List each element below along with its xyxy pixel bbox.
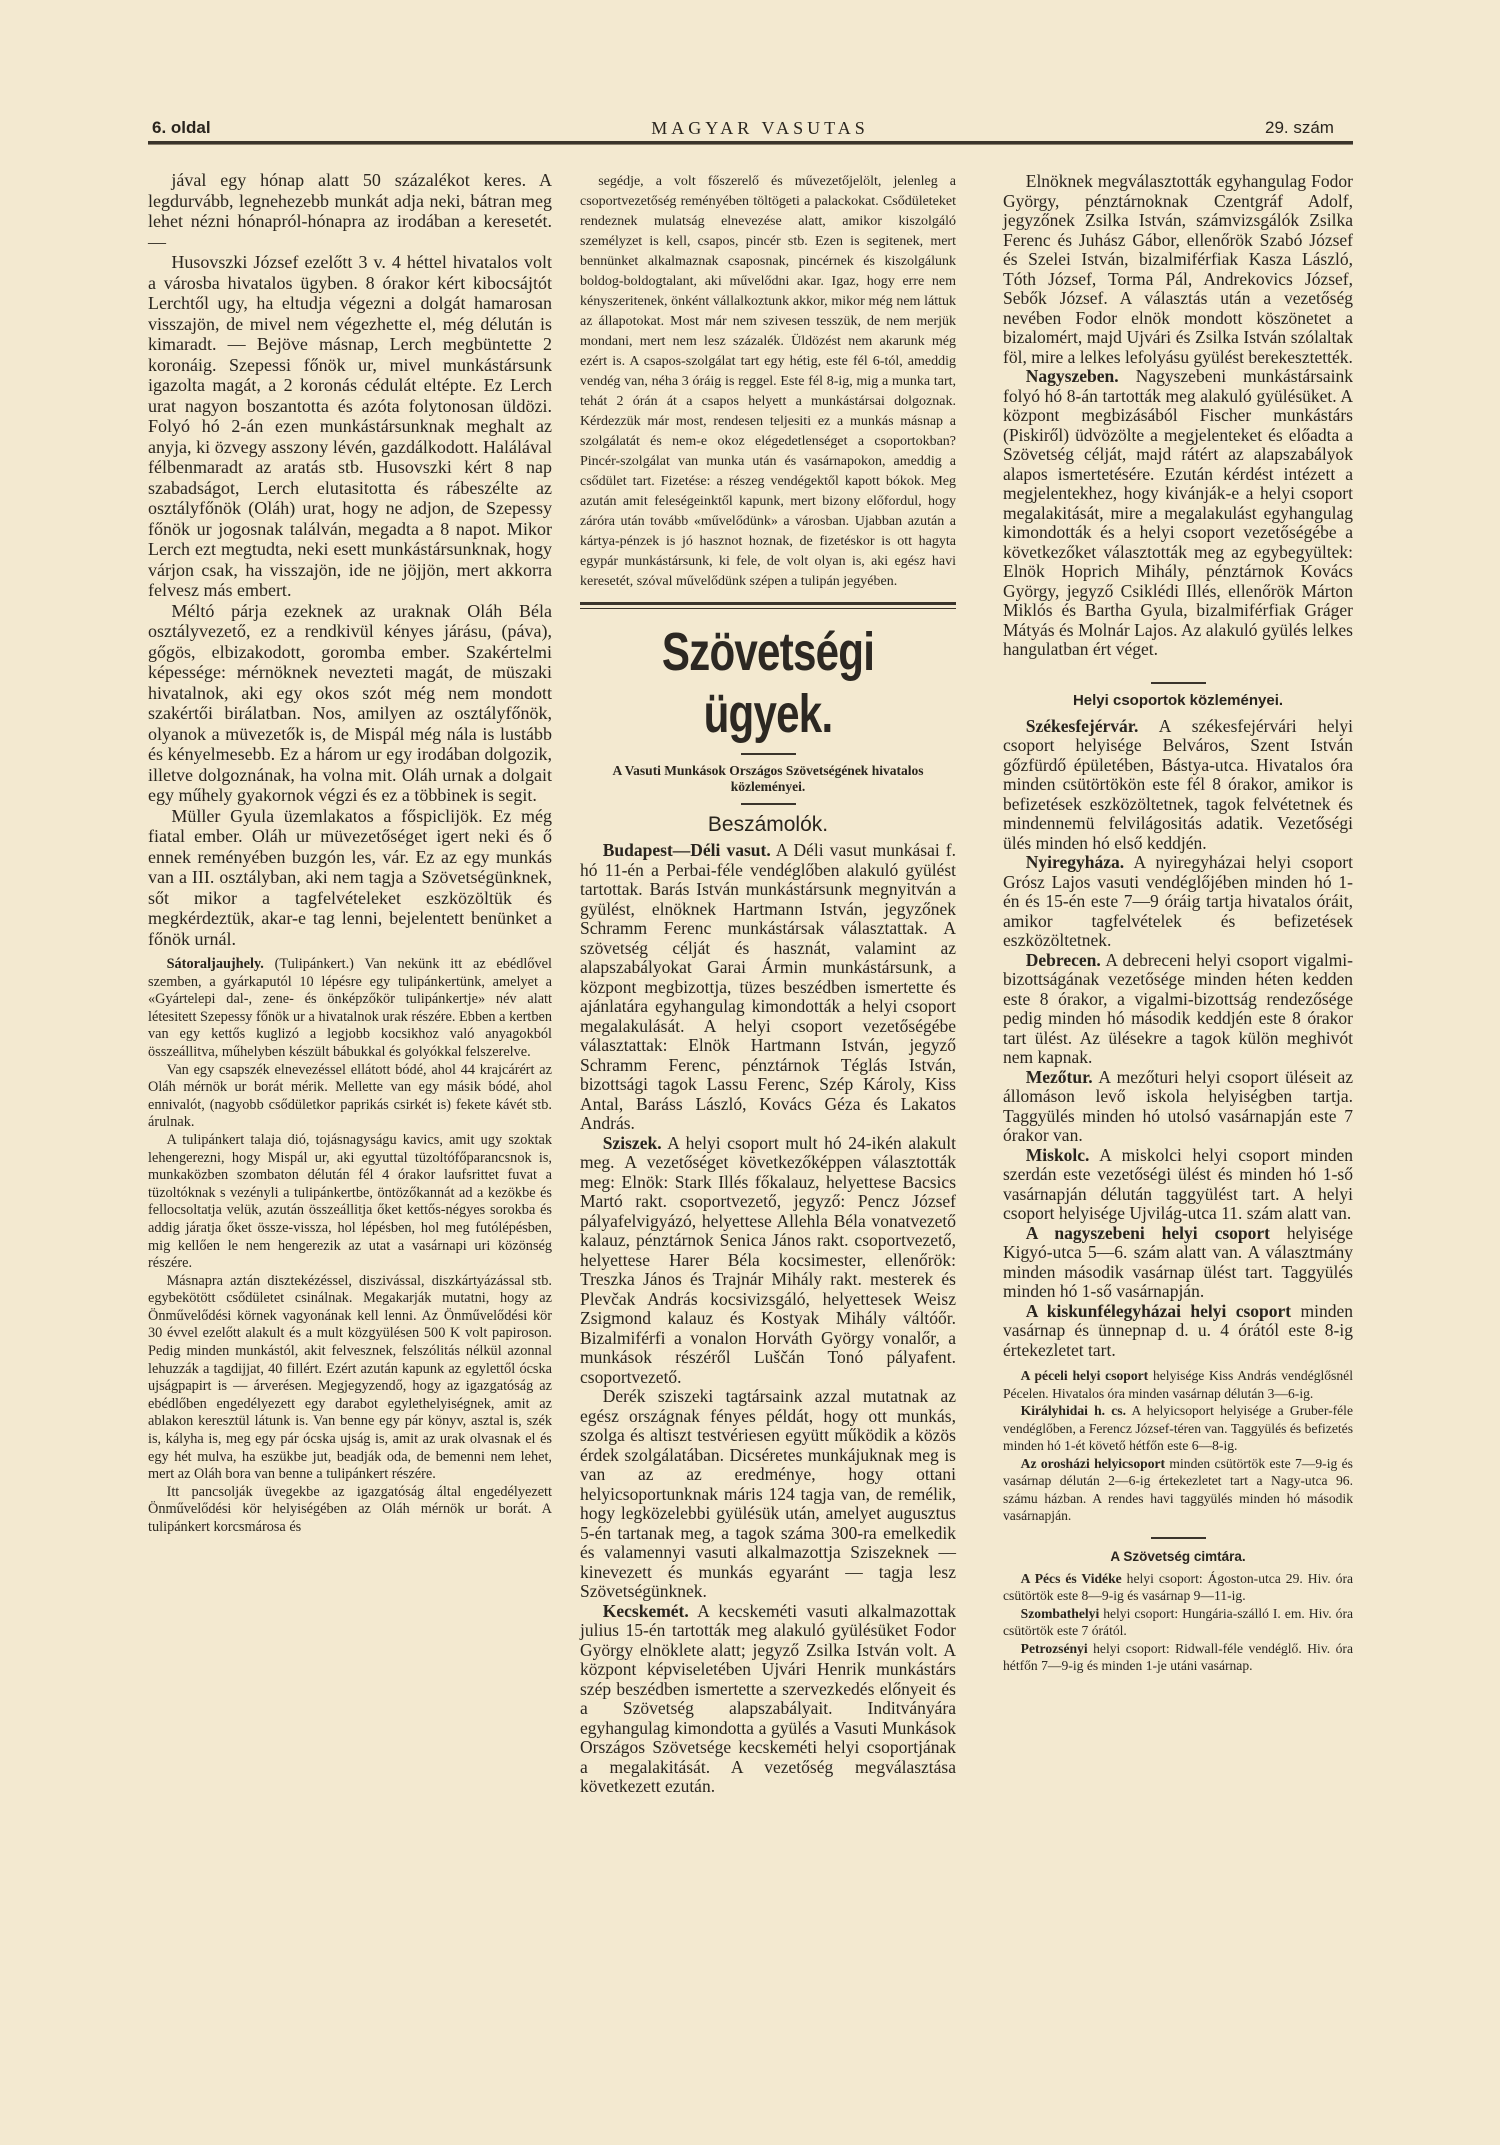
paragraph-text: (Tulipánkert.) Van nekünk itt az ebédlővel szemben, a gyárkaputól 10 lépésre egy tulipánkertünk, amelyet a «Gyártelepi dal-, zene- és önképzőkör tulipánkertje» név alatt létesitett Szepessy főnök ur a hivatalnok urak részére. Ebben a kertben van egy kettős kuglizó a legjobb kocsikhoz való anyagokból összeállitva, műhelyben készült bábukkal és golyókkal felszerelve. [148, 956, 552, 1060]
paragraph [580, 1602, 956, 1797]
paragraph-lead: A péceli helyi csoport [1020, 1368, 1149, 1383]
paragraph-lead: Miskolc. [1025, 1144, 1090, 1165]
paragraph [148, 252, 552, 601]
paragraph-text: A helyicsoport helyisége a Gruber-féle vendéglőben, a Ferencz József-téren van. Taggyülés és befizetés minden hó 1-ét követő hétfőn este 6—8-ig. [1003, 1403, 1353, 1453]
paragraph [1003, 1146, 1353, 1224]
paragraph-lead: Debrecen. [1025, 949, 1101, 970]
paragraph-text: A debreceni helyi csoport vigalmi-bizottságának vezetősége minden héten kedden este 8 órakor, a vigalmi-bizottság rendezősége pedig minden hó második keddjén este 8 órakor tart ülést. Az ülésekre a tagok külön meghivót nem kapnak. [1003, 949, 1354, 1067]
paragraph [580, 1134, 956, 1388]
paragraph-text: A helyi csoport mult hó 24-ikén alakult meg. A vezetőséget következőképpen választották meg: Elnök: Stark Illés főkalauz, helyettese Bacsics Martó rakt. csoportvezető, jegyző: Pencz József pályafelvigyázó, helyettese Allehla Béla vonatvezető kalauz, pénztárnok Senica János rakt. csoportvezető, helyettese Harer Béla kocsimester, ellenőrök: Treszka János és Trajnár Mihály rakt. mesterek és Plevčak András kocsivizsgáló, helyettesek Weisz Zsigmond kalauz és Kostyak Mihály váltóőr. Bizalmiférfi a vonalon Horváth György vonalőr, a munkások részéről Luščán Tonó pályafent. csoportvezető. [580, 1132, 956, 1387]
paragraph-text: Müller Gyula üzemlakatos a főspiclijök. Ez még fiatal ember. Oláh ur müvezetőséget igert neki és ő ennek reményében buzgón les, vár. Ez az egy munkás van a III. osztályban, aki nem tagja a Szövetségünknek, sőt mikor a tagfelvételeket eszközöltük és megkérdeztük, akar-e tag lenni, bejelentett benünket a főnök urnál. [148, 805, 552, 949]
paragraph-text: Méltó párja ezeknek az uraknak Oláh Béla osztályvezető, ez a rendkivül kényes járásu, (páva), gőgös, elbizakodott, goromba ember. Szakértelmi képessége: mérnöknek nevezteti magát, de müszaki hivatalnok, aki egy okos szót még nem mondott szakértői birálatban. Nos, amilyen az osztályfőnök, olyanok a müvezetők is, de Mispál még nála is lustább és kényelmesebb. Ez a három ur egy irodában dolgozik, illetve dolgoznának, ha volna mit. Oláh urnak a dolgait egy műhely gyakornok végzi és ez a többinek is segit. [148, 600, 552, 805]
paragraph-text: A tulipánkert talaja dió, tojásnagyságu kavics, amit ugy szoktak lehengerezni, hogy Mispál ur, aki egyuttal tüzoltófőparancsnok is, munkaközben szombaton délután fél 4 órakor laufsrittet fuvat a tüzoltóknak s vezényli a tulipánkertbe, öntözőkannát ad a kezökbe és fellocsoltatja velük, azután összeállitja őket kettős-négyes sorokba és addig járatja őket össze-vissza, hol lépésben, hol meg futólépésben, mig kellően le nem hengerezik az utat a vasárnapi uri közönség részére. [148, 1131, 552, 1272]
issue-number: 29. szám [1265, 118, 1334, 137]
paragraph [1003, 951, 1353, 1068]
paragraph [148, 956, 552, 1062]
paragraph-lead: Királyhidai h. cs. [1020, 1403, 1126, 1418]
paragraph-lead: Petrozsényi [1020, 1640, 1088, 1656]
paragraph-lead: Az orosházi helyicsoport [1020, 1455, 1166, 1471]
section-subtitle: A Vasuti Munkások Országos Szövetségének hivatalos közleményei. [612, 763, 924, 794]
paragraph-text: segédje, a volt főszerelő és művezetőjelölt, jelenleg a csoportvezetőség reményében töltögeti a palackokat. Csődületeket rendeznek mulatság elnevezése alatt, amikor kiszolgáló személyzet is kell, csapos, pincér stb. Ezen is segitenek, mert bennünket alkalmaznak csaposnak, pincérnek és kiszolgálunk boldog-boldogtalant, aki művelődni akar. Igaz, hogy erre nem kényszeritenek, önként vállalkoztunk akkor, mikor még nem láttuk az állapotokat. Most már nem szivesen tesszük, de nem merjük mondani, mert nem lesz százalék. Üldözést nem akarunk még ezért is. A csapos-szolgálat tart egy hétig, este fél 6-tól, ameddig vendég van, néha 3 óráig is reggel. Este fél 8-ig, mig a munka tart, tehát 2 órán át a csapos helyett a munkástársai dolgoznak. Kérdezzük már most, rendesen teljesiti ez a munkás másnap a szolgálatát és nem-e okoz elégedetlenséget a csoportokban? Pincér-szolgálat van munka után és vasárnapokon, ameddig a csődület tart. Fizetése: a részeg vendégektől kapott bókok. Meg azután amit feleségeinktől kapunk, mert bizony előfordul, hogy záróra után tovább «művelődünk» a városban. Ujabban azután a kártya-pénzek is jó hasznot hoznak, de fizetéskor is ott hagyta egypár munkástársunk, ki fele, de volt olyan is, aki egész havi keresetét, szóval művelődünk szépen a tulipán jegyében. [580, 174, 956, 589]
paragraph [1003, 717, 1353, 854]
paragraph-text: Husovszki József ezelőtt 3 v. 4 héttel hivatalos volt a városba hivatalos ügyben. 8 órakor kért kibocsájtót Lerchtől ugy, ha eltudja végezni a dolgát hamarosan visszajön, de mivel nem végezhette el, még délután is kimaradt. — Bejöve másnap, Lerch megbüntette 2 koronáig. Szepessi főnök ur, mivel munkástársunk igazolta magát, a 2 koronás cédulát eltépte. Ez Lerch urat nagyon boszantotta és azóta folytonosan üldözi. Folyó hó 2-án ezen munkástársunknak meghalt az anyja, ki özvegy asszony lévén, gazdálkodott. Halálával félbenmaradt az aratás stb. Husovszki kért 8 nap szabadságot, Lerch elutasitotta és rábeszélte az osztályfőnök (Oláh) urat, hogy ne adjon, de Szepessy főnök ur jogosnak találván, megadta a 8 napot. Mikor Lerch ezt megtudta, neki esett munkástársunknak, hogy várjon csak, ha visszajön, ide ne jöjjön, mert akkorra felvesz más embert. [148, 252, 552, 600]
paragraph [1003, 172, 1353, 367]
paragraph-text: minden csütörtök este 7—9-ig és vasárnap délután 2—6-ig értekezletet tart a Nagy-utca 96. számu házban. A rendes havi taggyülés minden hó második vasárnapján. [1003, 1455, 1353, 1523]
paragraph-lead: Budapest—Déli vasut. [602, 840, 771, 860]
article-continuation [148, 170, 552, 949]
satoraljaujhely-report-continued [580, 172, 956, 592]
column-1 [148, 170, 552, 1537]
local-groups-list [1003, 717, 1353, 1361]
divider [741, 753, 796, 755]
paragraph [1003, 1367, 1353, 1402]
paragraph-text: jával egy hónap alatt 50 százalékot keres. A legdurvább, legnehezebb munkát adja neki, bátran meg lehet nézni hónapról-hónapra az irodában a keresetét. — [148, 170, 552, 252]
paragraph [1003, 1605, 1353, 1640]
paragraph-text: helyi csoport: Ridwall-féle vendéglő. Hiv. óra hétfőn 7—9-ig és minden 1-je utáni vasárnap. [1003, 1640, 1353, 1673]
paragraph [1003, 367, 1353, 660]
page-number: 6. oldal [152, 118, 211, 137]
paragraph-lead: Szombathelyi [1020, 1605, 1100, 1621]
paragraph [580, 1387, 956, 1602]
paragraph-text: Itt pancsolják üvegekbe az igazgatóság által engedélyezett Önművelődési kör helyiségében az Oláh mérnök ur borát. A tulipánkert korcsmárosa és [148, 1483, 552, 1535]
paragraph-text: Derék sziszeki tagtársaink azzal mutatnak az egész országnak fényes példát, hogy ott munkás, szolga és altiszt testvériesen együtt működik a közös érdek szolgálatában. Dicséretes munkájuknak meg is van az az eredménye, hogy ottani helyicsoportunknak máris 124 tagja van, de remélik, hogy legközelebbi gyülésük után, amelyet augusztus 5-én tartanak meg, a tagok száma 300-ra emelkedik és valamennyi vasuti alkalmazottja Sziszeknek — kinevezett és munkás egyaránt — tagja lesz Szövetségünknek. [580, 1386, 956, 1601]
paragraph [148, 1062, 552, 1132]
section-title: Szövetségi ügyek. [661, 622, 875, 744]
paragraph [148, 1484, 552, 1537]
paragraph-lead: Sziszek. [602, 1132, 662, 1153]
paragraph [1003, 1068, 1353, 1146]
paragraph [1003, 1455, 1353, 1525]
column-2 [580, 172, 956, 1797]
paragraph-lead: Sátoraljaujhely. [166, 956, 264, 972]
paragraph-lead: Mezőtur. [1025, 1066, 1093, 1087]
paragraph-text: helyisége Kiss András vendéglősnél Pécelen. Hivatalos óra minden vasárnap délután 3—6-ig. [1003, 1368, 1353, 1401]
paragraph-text: helyi csoport: Hungária-szálló I. em. Hiv. óra csütörtök este 7 órától. [1003, 1605, 1354, 1638]
paragraph-lead: A kiskunfélegyházai helyi csoport [1025, 1300, 1292, 1321]
paragraph-text: A miskolci helyi csoport minden szerdán este vezetőségi ülést és minden hó 1-ső vasárnapján délután taggyülést tart. A helyi csoport helyisége Ujvilág-utca 11. szám alatt van. [1003, 1144, 1353, 1223]
paragraph-lead: Nyiregyháza. [1025, 852, 1125, 872]
paragraph [1003, 1570, 1353, 1605]
reports-list [580, 841, 956, 1797]
paragraph [580, 172, 956, 592]
paragraph-lead: Székesfejérvár. [1025, 715, 1139, 736]
paragraph-text: A mezőturi helyi csoport üléseit az állomáson levő iskola helyiségben tartja. Taggyülés minden hó utolsó vasárnapján este 7 órakor van. [1003, 1066, 1353, 1145]
paragraph-lead: Nagyszeben. [1025, 366, 1119, 386]
paragraph-lead: A Pécs és Vidéke [1020, 1570, 1122, 1586]
paragraph [1003, 1402, 1353, 1455]
paragraph [148, 806, 552, 950]
divider [1151, 682, 1206, 684]
local-groups-small-list [1003, 1367, 1353, 1525]
paragraph-text: A Déli vasut munkásai f. hó 11-én a Perbai-féle vendéglőben alakuló gyülést tartottak. Barás István munkástársunk megnyitván a gyülést, elnöknek Hartmann István, jegyzőnek Schramm Ferenc munkástársak választattak. A szövetség célját és hasznát, valamint az alapszabályokat Garai Ármin munkástársunk, a központ megbizottja, tüzes beszédben ismertette és ajánlatára egyhangulag kimondották a helyi csoport megalakulását. A helyi csoport vezetőségébe választattak: Elnök Hartmann István, jegyző Schramm Ferenc, pénztárnok Téglás István, bizottsági tagok Lassu Ferenc, Szép Károly, Kiss Antal, Baráss László, Kovács Géza és Lakatos András. [580, 840, 956, 1133]
paragraph-text: A kecskeméti vasuti alkalmazottak julius 15-én tartották meg alakuló gyülésüket Fodor György elnöklete alatt; jegyző Zsilka István volt. A központ képviseletében Ujvári Henrik munkástárs szép beszédben ismertette a szervezkedés előnyeit és a Szövetség alapszabályait. Inditványára egyhangulag kimondotta a gyülés a Vasuti Munkások Országos Szövetsége kecskeméti helyi csoportjának a megalakitását. A vezetőség megválasztása következett ezután. [580, 1600, 956, 1796]
paragraph-text: A székesfejérvári helyi csoport helyisége Belváros, Szent István gőzfürdő épületében, Bástya-utca. Hivatalos óra minden csütörtökön este fél 8 órakor, amikor is befizetések eszközöltetnek, tagok felvétetnek és mindennemü felvilágositás adatik. Vezetőségi ülés minden hó első keddjén. [1003, 715, 1353, 853]
paragraph-text: Elnöknek megválasztották egyhangulag Fodor György, pénztárnoknak Czentgráf Adolf, jegyzőnek Zsilka István, számvizsgálók Zsilka Ferenc és Juhász Gábor, ellenőrök Szabó József és Szelei István, bizalmiférfiak Kasza László, Tóth József, Torma Pál, Andrekovics József, Sebők József. A választás után a vezetőség nevében Fodor elnök mondott köszönetet a bizalomért, majd Ujvári és Zsilka István szólaltak föl, mire a lelkes lefolyásu gyülést berekesztették. [1003, 171, 1353, 367]
paragraph [1003, 1224, 1353, 1302]
paragraph-text: helyisége Kigyó-utca 5—6. szám alatt van. A választmány minden második vasárnap ülést tart. Taggyülés minden hó 1-ső vasárnapján. [1003, 1222, 1353, 1301]
paragraph-text: helyi csoport: Ágoston-utca 29. Hiv. óra csütörtök este 8—9-ig és vasárnap 9—11-ig. [1003, 1570, 1354, 1603]
divider [741, 803, 796, 805]
paragraph [1003, 1302, 1353, 1361]
reports-heading: Beszámolók. [707, 813, 829, 836]
divider [1151, 1537, 1206, 1539]
paragraph [148, 170, 552, 252]
directory-list [1003, 1570, 1353, 1675]
paragraph-lead: A nagyszebeni helyi csoport [1025, 1222, 1270, 1243]
paragraph-text: Nagyszebeni munkástársaink folyó hó 8-án tartották meg alakuló gyülésüket. A központ megbizásából Fischer munkástárs (Piskiről) üdvözölte a megjelenteket és előadta a Szövetség célját, majd rátért az alapszabályok alapos ismertetésére. Ezután kérdést intézett a megjelentekhez, hogy kivánják-e a helyi csoport megalakitását, mire a megalakulást egyhangulag kimondották és a helyi csoport vezetőségébe a következőket választották meg az egybegyültek: Elnök Hoprich Mihály, pénztárnok Kovács György, jegyző Csiklédi Illés, ellenőrök Márton Miklós és Bartha Gyula, bizalmiférfiak Gráger Mátyás és Molnár Lajos. Az alakuló gyülés lelkes hangulatban ért véget. [1003, 366, 1353, 659]
paragraph-text: A nyiregyházai helyi csoport Grósz Lajos vasuti vendéglőjében minden hó 1-én és 15-én este 7—9 óráig tartja hivatalos óráit, amikor tagfelvételek és befizetések eszközöltetnek. [1003, 852, 1353, 950]
local-groups-heading: Helyi csoportok közleményei. [1072, 691, 1284, 709]
header-rule [148, 141, 1353, 145]
column-3 [1003, 172, 1353, 1675]
paragraph [580, 841, 956, 1134]
directory-heading: A Szövetség cimtára. [1110, 1548, 1246, 1564]
paragraph-text: minden vasárnap és ünnepnap d. u. 4 órától este 8-ig értekezletet tart. [1003, 1300, 1353, 1360]
paragraph [148, 1132, 552, 1273]
newspaper-masthead: MAGYAR VASUTAS [651, 118, 869, 138]
paragraph [1003, 853, 1353, 951]
paragraph-text: Másnapra aztán disztekézéssel, diszivással, diszkártyázással stb. egybekötött csődületet csinálnak. Megakarják mutatni, hogy az Önművelődési körnek vagyonának kell lenni. Az Önművelődési kör 30 évvel ezelőtt alakult és a mult közgyülésen 500 K volt papiroson. Pedig minden munkástól, akit felvesznek, felszólitás nélkül azonnal lehuzzák a tagdijjat, 40 fillért. Ezért azután kapunk az egylettől ócska ujságpapirt is — árverésen. Megjegyzendő, hogy az igazgatóság az ebédlőben engedélyezett egy darabot egylethelyiségnek, amit az ablakon keresztül látunk is. Van benne egy pár könyv, asztal is, szék is, kályha is, meg egy pár ócska ujság is, amit az urak olvasnak el és egy hét mulva, ha eszükbe jut, beadják oda, de bemenni nem lehet, mert az Oláh bora van benne a tulipánkert részére. [148, 1272, 552, 1483]
reports-list-continued [1003, 172, 1353, 660]
section-divider [580, 602, 956, 609]
satoraljaujhely-report [148, 956, 552, 1537]
paragraph [1003, 1640, 1353, 1675]
paragraph [148, 601, 552, 806]
paragraph [148, 1273, 552, 1484]
paragraph-text: Van egy csapszék elnevezéssel ellátott bódé, ahol 44 krajcárért az Oláh mérnök ur borát mérik. Mellette van egy másik bódé, ahol ennivalót, (nagyobb csődületkor paprikás csirkét is) fekete kávét stb. árulnak. [148, 1061, 552, 1131]
paragraph-lead: Kecskemét. [602, 1600, 689, 1621]
